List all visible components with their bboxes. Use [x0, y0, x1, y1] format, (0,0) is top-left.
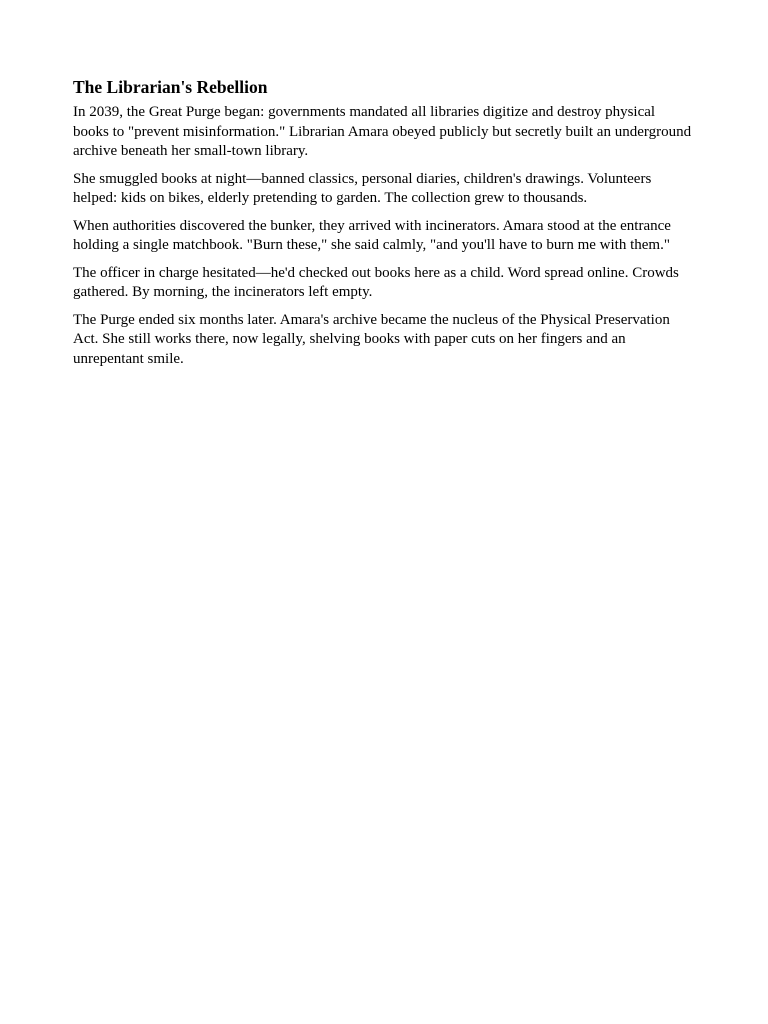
- paragraph: When authorities discovered the bunker, they arrived with incinerators. Amara stood at the entrance holding a single matchbook. "Burn these," she said calmly, "and you'll have to burn me with them.": [73, 217, 671, 253]
- paragraph: The Purge ended six months later. Amara's archive became the nucleus of the Physical Preservation Act. She still works there, now legally, shelving books with paper cuts on her fingers and an unrepentant smile.: [73, 311, 670, 367]
- document-page: [73, 76, 693, 377]
- paragraph: She smuggled books at night—banned classics, personal diaries, children's drawings. Volunteers helped: kids on bikes, elderly pretending to garden. The collection grew to thousands.: [73, 170, 652, 206]
- document-title: The Librarian's Rebellion: [73, 77, 268, 97]
- paragraph: The officer in charge hesitated—he'd checked out books here as a child. Word spread online. Crowds gathered. By morning, the incinerators left empty.: [73, 264, 679, 300]
- paragraph: In 2039, the Great Purge began: governments mandated all libraries digitize and destroy physical books to "prevent misinformation." Librarian Amara obeyed publicly but secretly built an underground archive beneath her small-town library.: [73, 104, 692, 159]
